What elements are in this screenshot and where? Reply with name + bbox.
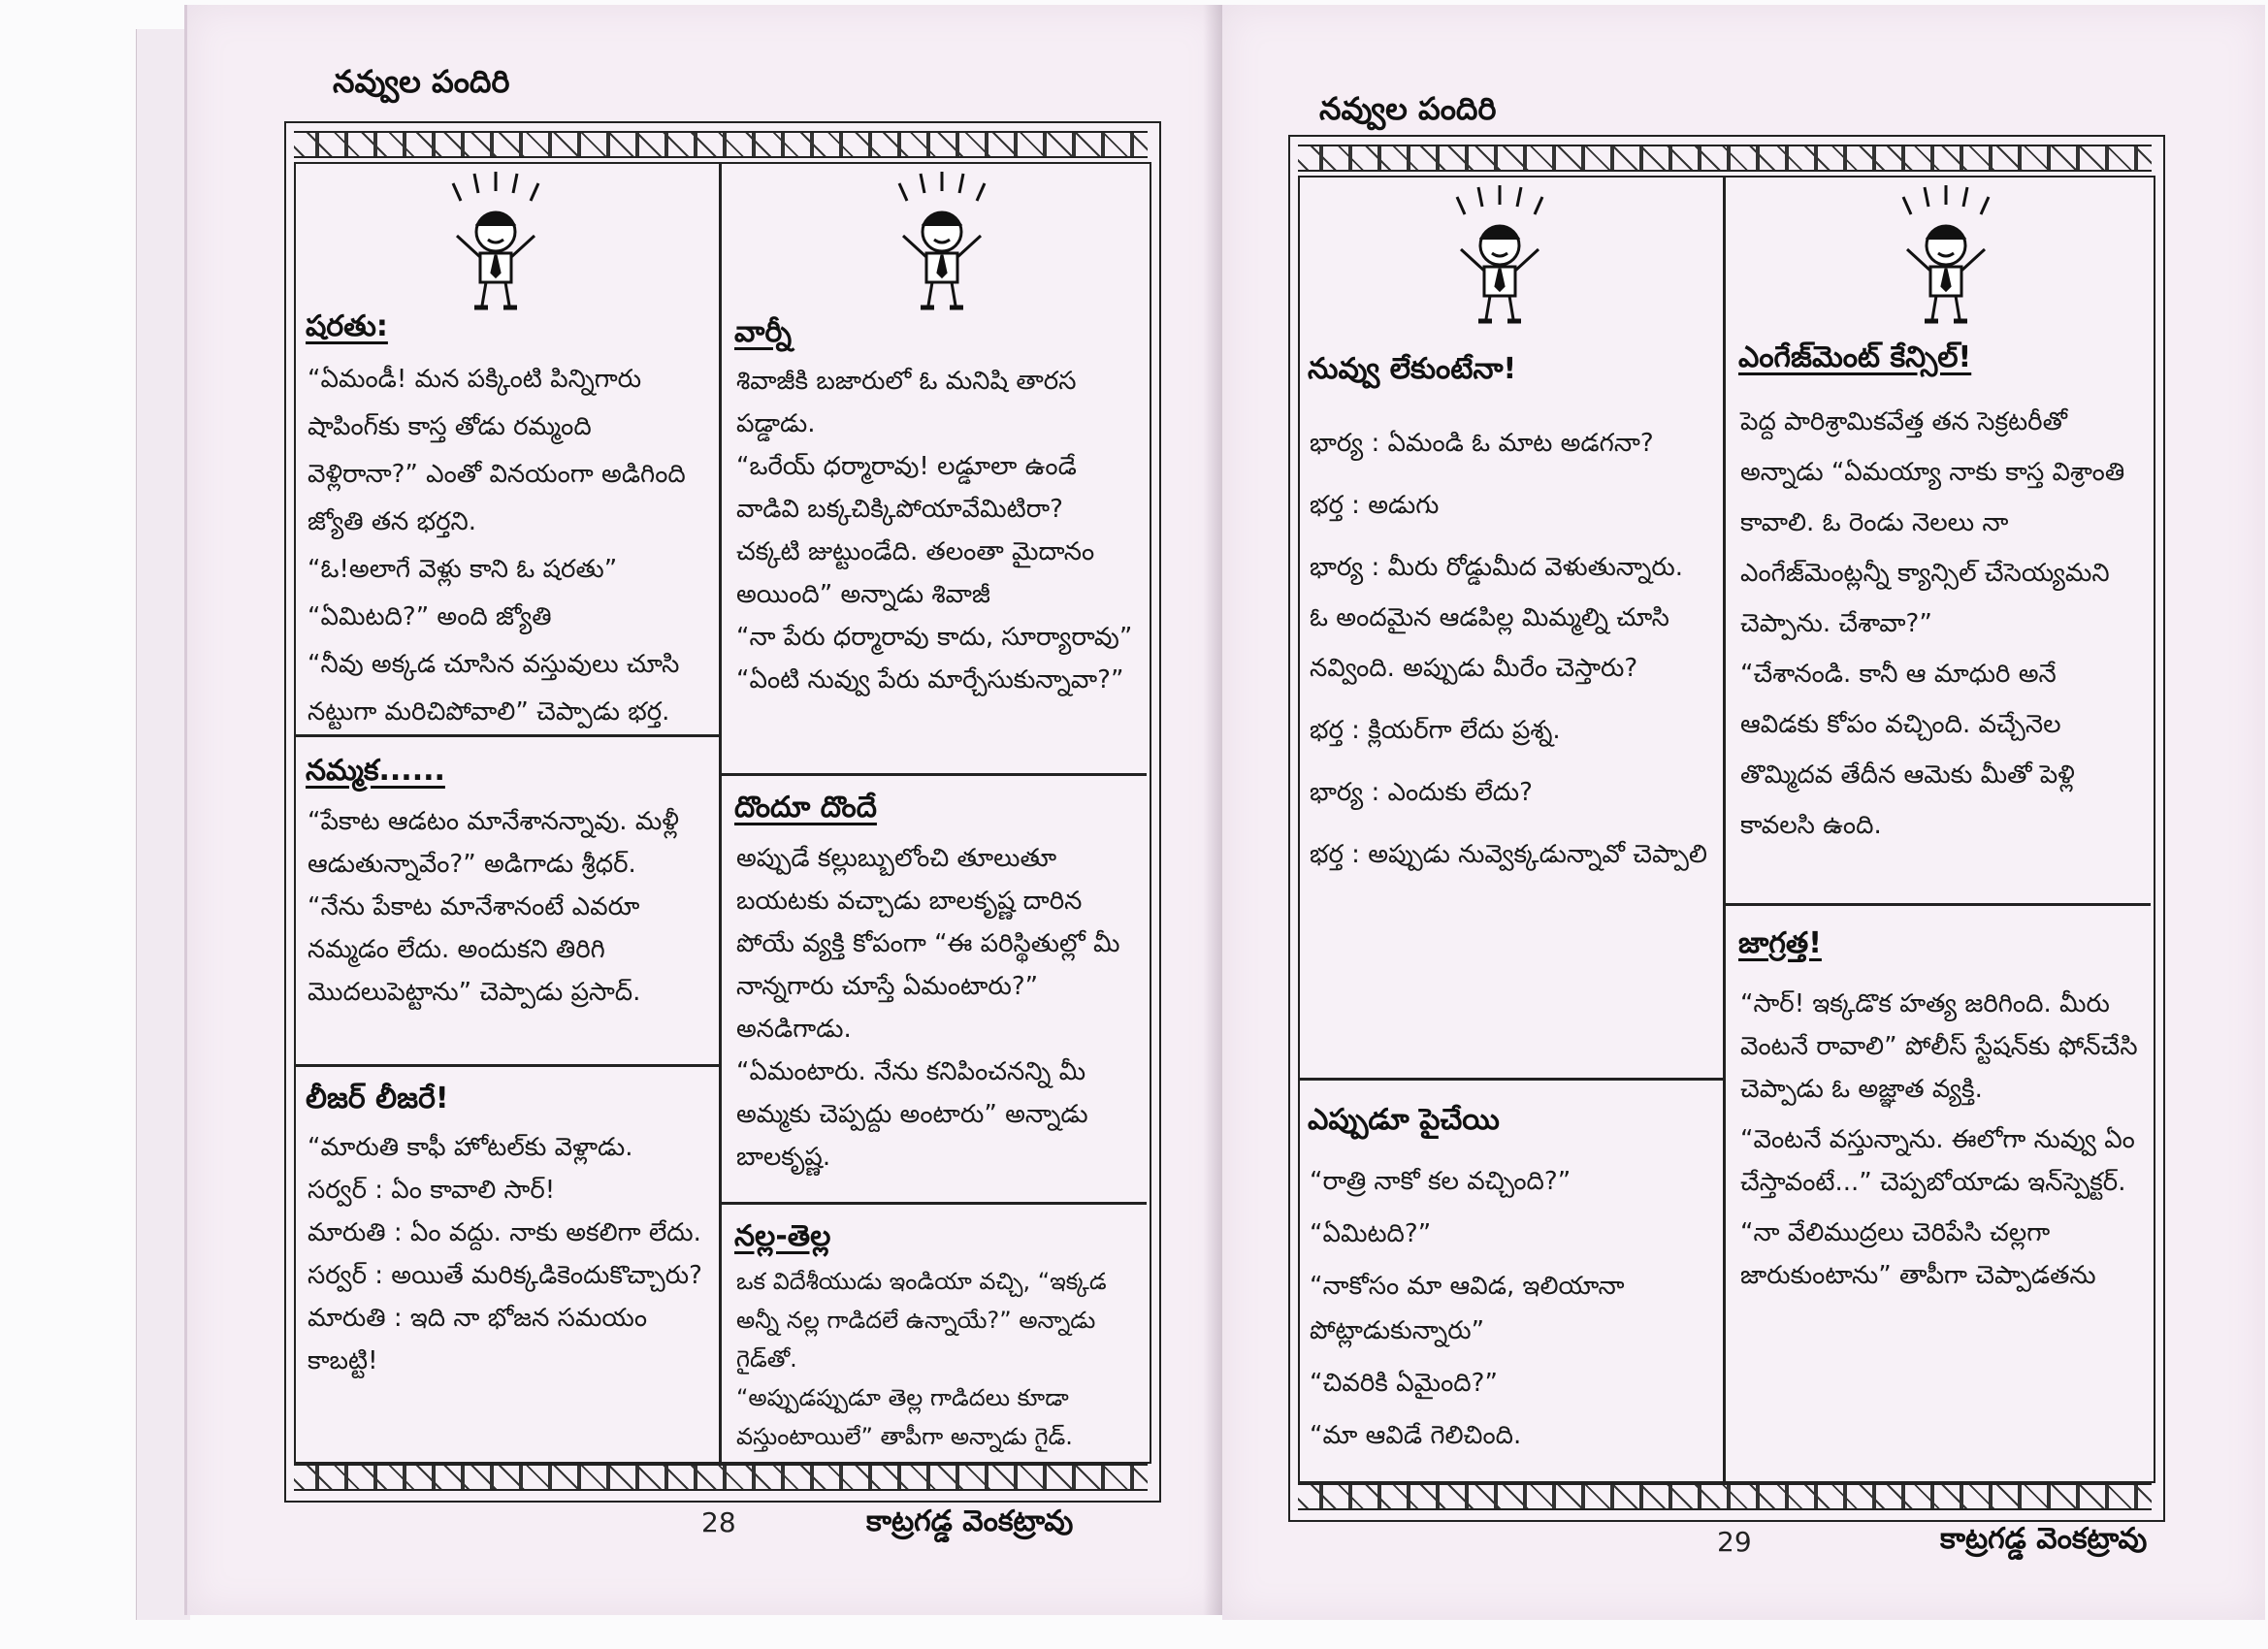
paragraph: సర్వర్ : అయితే మరిక్కడికెందుకొచ్చారు? (308, 1261, 702, 1290)
running-header: నవ్వుల పందిరి (1319, 90, 1497, 127)
paragraph: “చేశానండి. కానీ ఆ మాధురి అనే ఆవిడకు కోపం వచ్చింది. వచ్చేనెల తొమ్మిదవ తేదీన ఆమెకు మీతో పెళ్లి కావలసి ఉంది. (1740, 660, 2075, 840)
page-number: 28 (701, 1506, 736, 1538)
cheering-kid-icon (1436, 185, 1562, 331)
paragraph: “పేకాట ఆడటం మానేశానన్నావు. మళ్లీ ఆడుతున్నావేం?” అడిగాడు శ్రీధర్. (308, 807, 679, 879)
section-body-nalla-tella (736, 1262, 1134, 1456)
paragraph: భార్య : ఏమండి ఓ మాట అడగనా? (1310, 429, 1654, 458)
cheering-kid-icon (1882, 185, 2008, 331)
paragraph: “ఏమిటది?” (1310, 1219, 1432, 1248)
section-title-leisure: లీజర్ లీజరే! (306, 1082, 449, 1116)
cheering-kid-icon (432, 172, 558, 317)
author-name: కాట్రగడ్డ వెంకట్రావు (1940, 1522, 2148, 1556)
paragraph: భార్య : మీరు రోడ్డుమీద వెళుతున్నారు. ఓ అందమైన ఆడపిల్ల మిమ్మల్ని చూసి నవ్వింది. అప్పుడు మీరేం చెస్తారు? (1310, 553, 1684, 683)
section-title-jagratta: జాగ్రత్త! (1738, 926, 1822, 960)
section-title-engagement-cancel: ఎంగేజ్‌మెంట్ కేన్సిల్! (1738, 340, 1972, 374)
row-divider (722, 773, 1147, 776)
paragraph: “మారుతి కాఫీ హోటల్‌కు వెళ్లాడు. (308, 1133, 633, 1162)
paragraph: అప్పుడే కల్లుబ్బులోంచి తూలుతూ బయటకు వచ్చాడు బాలకృష్ణ దారిన పోయే వ్యక్తి కోపంగా “ఈ పరిస్థితుల్లో మీ నాన్నగారు చూస్తే ఏమంటారు?” అనడిగాడు. (736, 844, 1120, 1044)
paragraph: “అప్పుడప్పుడూ తెల్ల గాడిదలు కూడా వస్తుంటాయిలే” తాపీగా అన్నాడు గైడ్. (736, 1384, 1073, 1450)
section-body-nuvvu-lekuntena (1310, 418, 1707, 880)
paragraph: “నీవు అక్కడ చూసిన వస్తువులు చూసి నట్టుగా మరిచిపోవాలి” చెప్పాడు భర్త. (308, 650, 680, 727)
section-title-varni: వార్నీ (734, 315, 793, 349)
paragraph: “నేను పేకాట మానేశానంటే ఎవరూ నమ్మడం లేదు. అందుకని తిరిగి మొదలుపెట్టాను” చెప్పాడు ప్రసాద్. (308, 892, 641, 1007)
paragraph: ఒక విదేశీయుడు ఇండియా వచ్చి, “ఇక్కడ అన్నీ నల్ల గాడిదలే ఉన్నాయే?” అన్నాడు గైడ్‌తో. (736, 1268, 1107, 1373)
section-title-nuvvu-lekuntena: నువ్వు లేకుంటేనా! (1308, 352, 1517, 386)
decorative-border-top (1298, 145, 2152, 172)
section-title-sharatu: షరతు: (306, 309, 388, 343)
left-page (184, 5, 1225, 1615)
row-divider (722, 1202, 1147, 1205)
paragraph: “నాకోసం మా ఆవిడ, ఇలియానా పోట్లాడుకున్నారు” (1310, 1272, 1625, 1345)
paragraph: “ఒరేయ్ ధర్మారావు! లడ్డూలా ఉండే వాడివి బక్కచిక్కిపోయావేమిటిరా? చక్కటి జుట్టుండేది. తలంతా మైదానం అయింది” అన్నాడు శివాజీ (736, 452, 1095, 609)
paragraph: భర్త : అప్పుడు నువ్వెక్కడున్నావో చెప్పాలి (1310, 840, 1707, 869)
running-header: నవ్వుల పందిరి (333, 63, 510, 100)
row-divider (1726, 903, 2151, 906)
paragraph: సర్వర్ : ఏం కావాలి సార్! (308, 1176, 556, 1205)
decorative-border-bottom (1298, 1483, 2152, 1510)
section-body-eppudu-paicheyi (1310, 1159, 1707, 1458)
paragraph: పెద్ద పారిశ్రామికవేత్త తన సెక్రటరీతో అన్నాడు “ఏమయ్యా నాకు కాస్త విశ్రాంతి కావాలి. ఓ రెండు నెలలు నా ఎంగేజ్‌మెంట్లన్నీ క్యాన్సిల్ చేసెయ్యమని చెప్పాను. చేశావా?” (1740, 407, 2125, 638)
paragraph: “సార్! ఇక్కడొక హత్య జరిగింది. మీరు వెంటనే రావాలి” పోలీస్ స్టేషన్‌కు ఫోన్‌చేసి చెప్పాడు ఓ అజ్ఞాత వ్యక్తి. (1740, 989, 2138, 1104)
page-number: 29 (1717, 1526, 1752, 1558)
section-body-dondu-donde (736, 837, 1134, 1179)
paragraph: “వెంటనే వస్తున్నాను. ఈలోగా నువ్వు ఏం చేస్తావంటే...” చెప్పబోయాడు ఇన్‌స్పెక్టర్. (1740, 1125, 2135, 1197)
paragraph: “ఏమండీ! మన పక్కింటి పిన్నిగారు షాపింగ్‌కు కాస్త తోడు రమ్మంది వెళ్లిరానా?” ఎంతో వినయంగా అడిగింది జ్యోతి తన భర్తని. (308, 365, 686, 536)
section-body-leisure (308, 1126, 705, 1382)
paragraph: “చివరికి ఏమైంది?” (1310, 1369, 1498, 1398)
paragraph: భర్త : అడుగు (1310, 491, 1440, 520)
section-title-dondu-donde: దొందూ దొందే (734, 791, 877, 824)
paragraph: “నా పేరు ధర్మారావు కాదు, సూర్యారావు” (736, 623, 1133, 652)
section-body-jagratta (1740, 983, 2138, 1297)
page-stack-edge (136, 29, 190, 1620)
paragraph: “ఓ!అలాగే వెళ్లు కాని ఓ షరతు” (308, 555, 618, 584)
paragraph: మారుతి : ఏం వద్దు. నాకు అకలిగా లేదు. (308, 1218, 701, 1247)
paragraph: “మా ఆవిడే గెలిచింది. (1310, 1421, 1522, 1450)
section-title-eppudu-paicheyi: ఎప్పుడూ పైచేయి (1308, 1103, 1500, 1137)
joke-frame (284, 121, 1161, 1503)
paragraph: “ఏమంటారు. నేను కనిపించనన్ని మీ అమ్మకు చెప్పద్దు అంటారు” అన్నాడు బాలకృష్ణ. (736, 1057, 1088, 1172)
joke-frame (1288, 135, 2165, 1522)
paragraph: భార్య : ఎందుకు లేదు? (1310, 778, 1533, 807)
section-title-nammaka: నమ్మక...... (306, 754, 445, 788)
section-body-varni (736, 360, 1134, 701)
decorative-border-bottom (294, 1464, 1148, 1491)
row-divider (296, 1064, 719, 1067)
paragraph: “నా వేలిముద్రలు చెరిపేసి చల్లగా జారుకుంటాను” తాపీగా చెప్పాడతను (1740, 1218, 2096, 1290)
decorative-border-top (294, 131, 1148, 158)
cheering-kid-icon (878, 172, 1004, 317)
right-page (1222, 5, 2265, 1620)
author-name: కాట్రగడ్డ వెంకట్రావు (866, 1504, 1074, 1538)
section-title-nalla-tella: నల్ల-తెల్ల (734, 1219, 831, 1253)
paragraph: “రాత్రి నాకో కల వచ్చింది?” (1310, 1167, 1571, 1196)
paragraph: “ఏమిటది?” అంది జ్యోతి (308, 602, 552, 631)
paragraph: “ఏంటి నువ్వు పేరు మార్చేసుకున్నావా?” (736, 665, 1124, 695)
paragraph: శివాజీకి బజారులో ఓ మనిషి తారస పడ్డాడు. (736, 367, 1077, 438)
paragraph: భర్త : క్లియర్‌గా లేదు ప్రశ్న. (1310, 716, 1561, 745)
section-body-sharatu (308, 356, 705, 736)
section-body-engagement-cancel (1740, 397, 2138, 851)
section-body-nammaka (308, 800, 705, 1014)
row-divider (1300, 1078, 1723, 1081)
paragraph: మారుతి : ఇది నా భోజన సమయం కాబట్టి! (308, 1304, 648, 1375)
